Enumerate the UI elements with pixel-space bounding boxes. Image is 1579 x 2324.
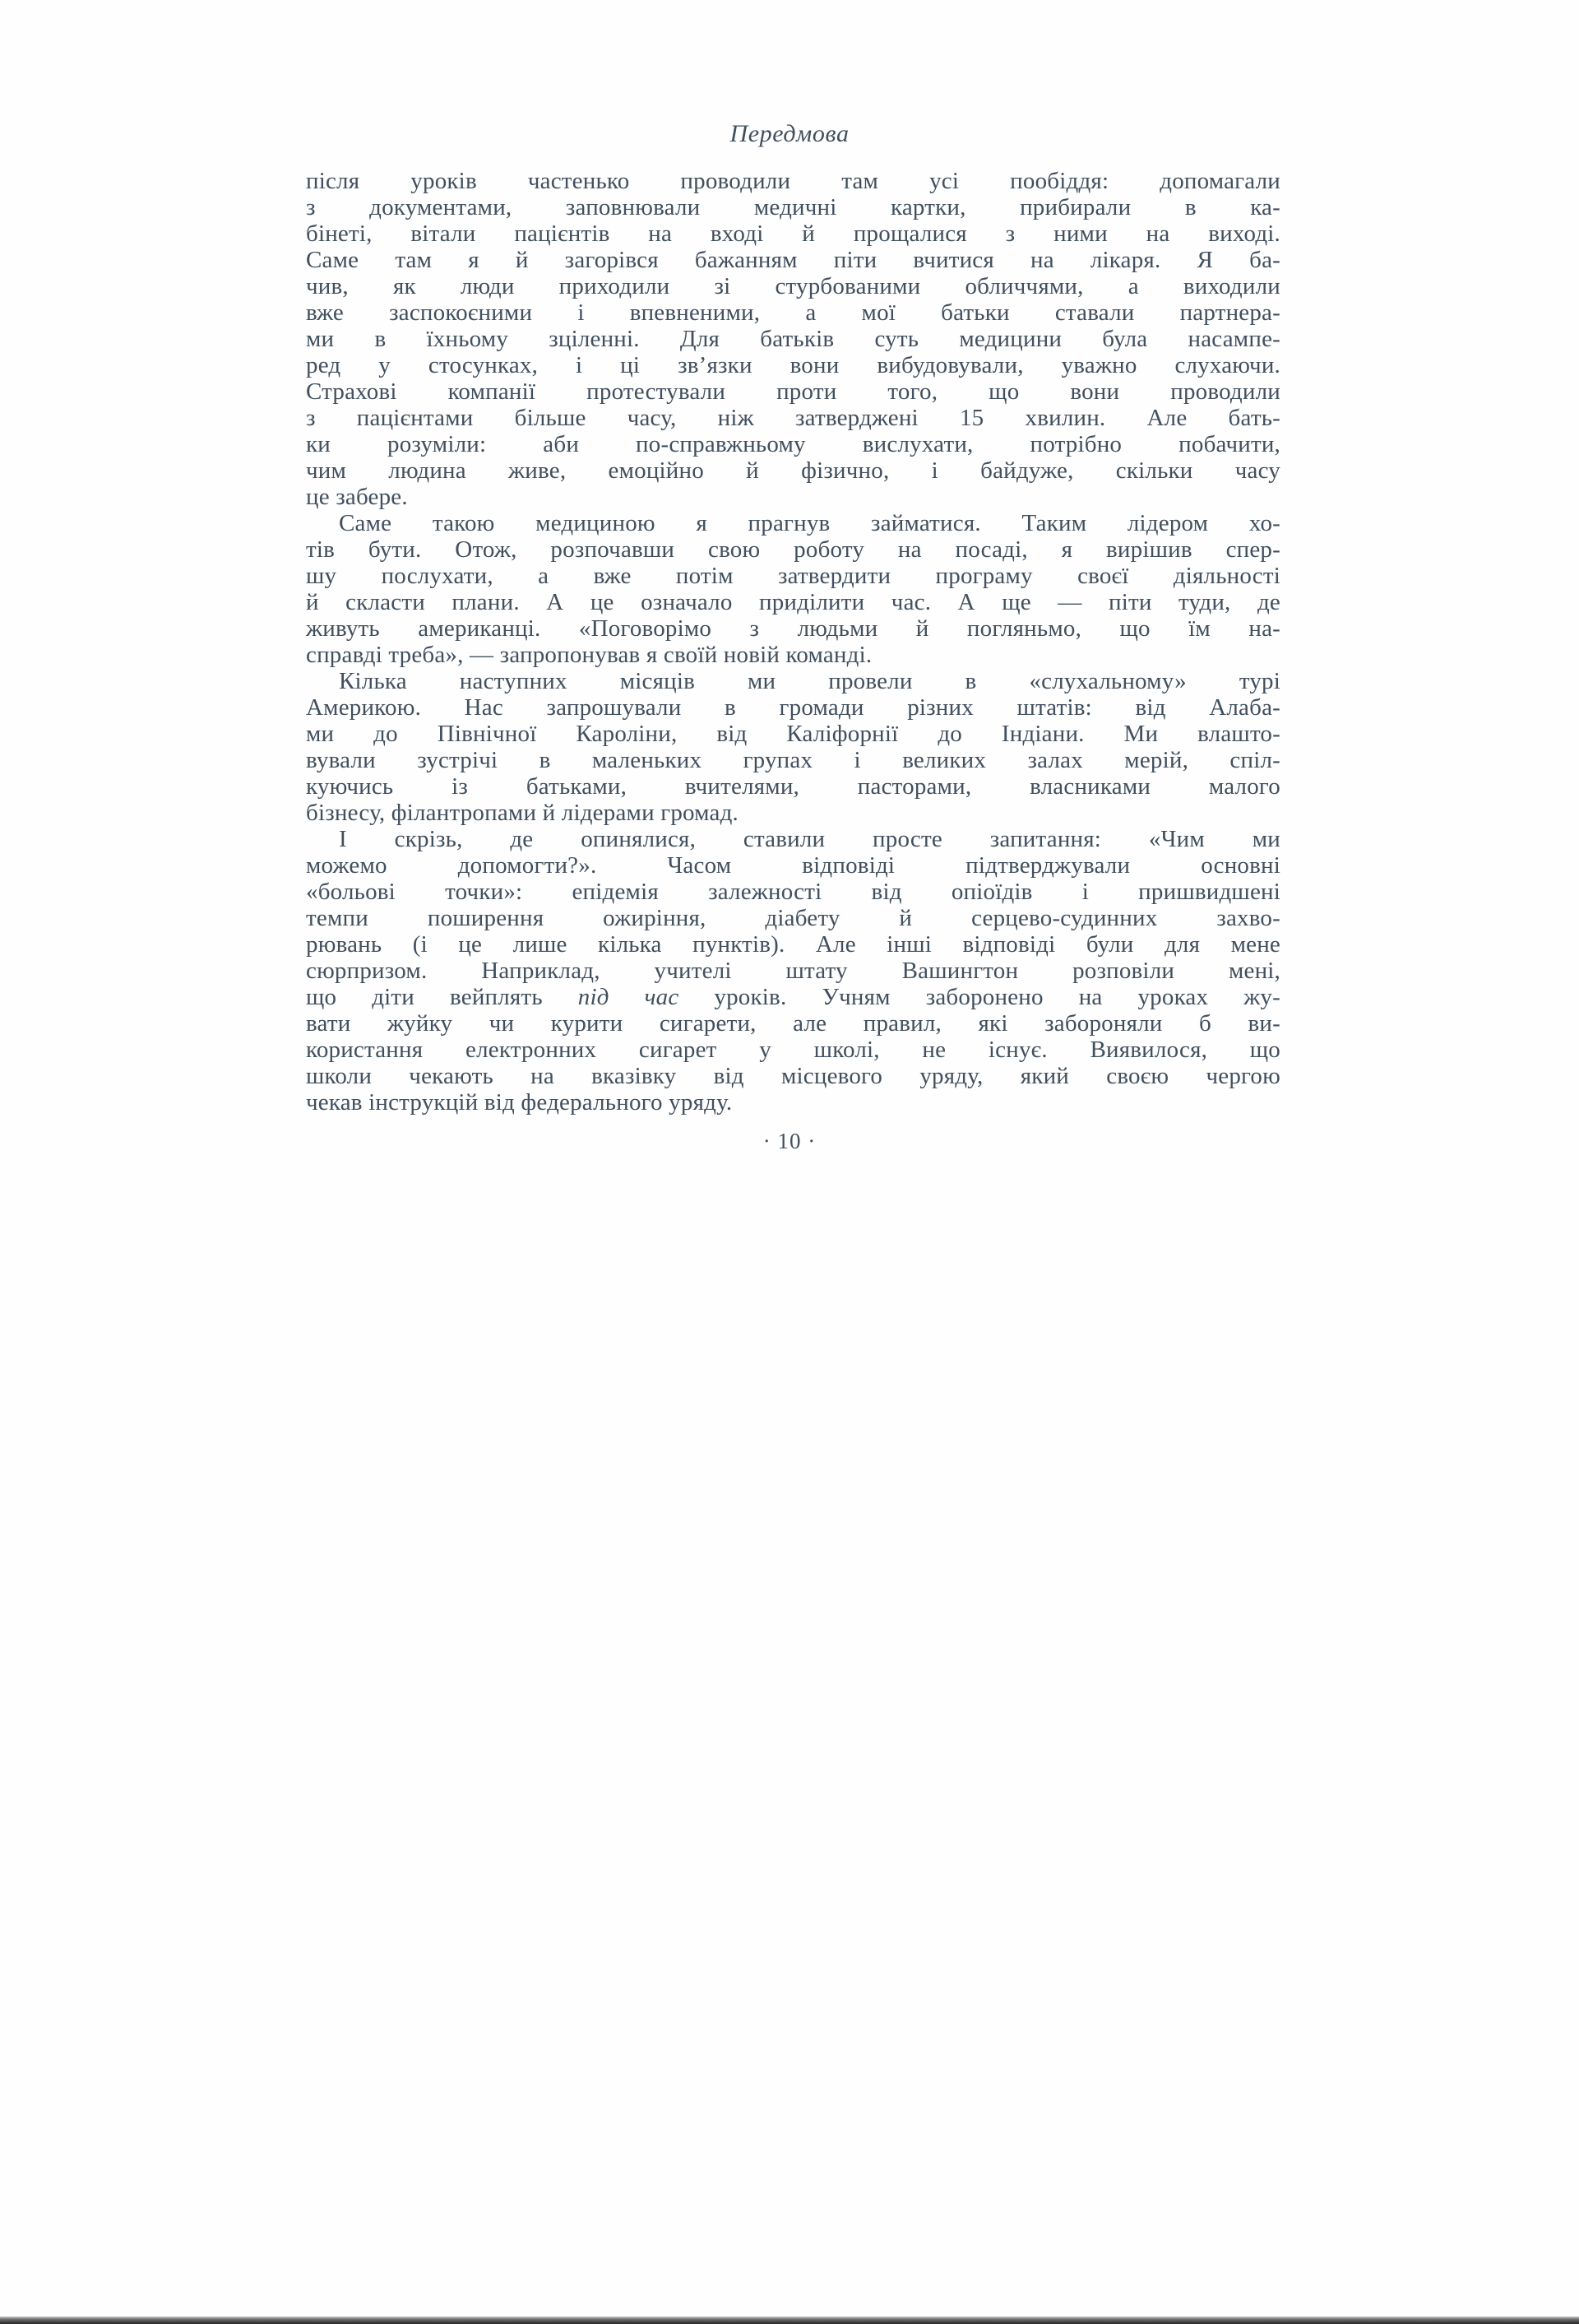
body-text [306, 168, 1280, 1116]
text-line: тів бути. Отож, розпочавши свою роботу на посаді, я вирішив спер- [306, 536, 1280, 563]
text-line: ред у стосунках, і ці зв’язки вони вибудовували, уважно слухаючи. [306, 352, 1280, 378]
text-line: «больові точки»: епідемія залежності від опіоїдів і пришвидшені [306, 879, 1280, 905]
text-line: з пацієнтами більше часу, ніж затверджені 15 хвилин. Але бать- [306, 405, 1280, 431]
text-line: чив, як люди приходили зі стурбованими обличчями, а виходили [306, 273, 1280, 299]
text-line: вували зустрічі в маленьких групах і великих залах мерій, спіл- [306, 747, 1280, 773]
text-line: справді треба», — запропонував я своїй новій команді. [306, 642, 873, 668]
text-line: вже заспокоєними і впевненими, а мої батьки ставали партнера- [306, 299, 1280, 326]
text-line: бізнесу, філантропами й лідерами громад. [306, 800, 739, 826]
text-line: живуть американці. «Поговорімо з людьми й погляньмо, що їм на- [306, 615, 1280, 642]
text-line: можемо допомогти?». Часом відповіді підтверджували основні [306, 852, 1280, 879]
text-line: вати жуйку чи курити сигарети, але правил, які забороняли б ви- [306, 1010, 1280, 1037]
text-line: й скласти плани. А це означало приділити час. А ще — піти туди, де [306, 589, 1280, 615]
text-line: ми в їхньому зціленні. Для батьків суть медицини була насампе- [306, 326, 1280, 352]
text-line: шу послухати, а вже потім затвердити програму своєї діяльності [306, 563, 1280, 589]
text-line: користання електронних сигарет у школі, не існує. Виявилося, що [306, 1037, 1280, 1063]
text-line: після уроків частенько проводили там усі пообіддя: допомагали [306, 168, 1280, 194]
text-line: Кілька наступних місяців ми провели в «слухальному» турі [339, 668, 1280, 694]
text-line: ми до Північної Кароліни, від Каліфорнії до Індіани. Ми влашто- [306, 721, 1280, 747]
text-line: що діти вейплять під час уроків. Учням заборонено на уроках жу- [306, 984, 1280, 1010]
text-line: це забере. [306, 484, 408, 510]
paragraph [306, 168, 1280, 510]
text-line: рювань (і це лише кілька пунктів). Але інші відповіді були для мене [306, 931, 1280, 958]
text-line: Америкою. Нас запрошували в громади різних штатів: від Алаба- [306, 694, 1280, 721]
page-number: · 10 · [762, 1129, 817, 1153]
paragraph [306, 668, 1280, 826]
page-bottom-edge-shadow [0, 2317, 1579, 2324]
text-line: чим людина живе, емоційно й фізично, і байдуже, скільки часу [306, 457, 1280, 484]
chapter-title: Передмова [729, 120, 850, 147]
text-line: темпи поширення ожиріння, діабету й серцево-судинних захво- [306, 905, 1280, 931]
text-line: сюрпризом. Наприклад, учителі штату Вашингтон розповіли мені, [306, 958, 1280, 984]
text-line: Саме там я й загорівся бажанням піти вчитися на лікаря. Я ба- [306, 247, 1280, 273]
text-line: чекав інструкцій від федерального уряду. [306, 1089, 733, 1116]
text-line: ки розуміли: аби по-справжньому вислухати, потрібно побачити, [306, 431, 1280, 457]
paragraph [306, 510, 1280, 668]
text-line: Саме такою медициною я прагнув займатися. Таким лідером хо- [339, 510, 1280, 536]
text-line: Страхові компанії протестували проти того, що вони проводили [306, 378, 1280, 405]
text-line: І скрізь, де опинялися, ставили просте запитання: «Чим ми [339, 826, 1280, 852]
text-line: школи чекають на вказівку від місцевого уряду, який своєю чергою [306, 1063, 1280, 1089]
text-line: з документами, заповнювали медичні картки, прибирали в ка- [306, 194, 1280, 220]
paragraph [306, 826, 1280, 1116]
text-line: куючись із батьками, вчителями, пасторами, власниками малого [306, 773, 1280, 800]
text-line: бінеті, вітали пацієнтів на вході й прощалися з ними на виході. [306, 220, 1280, 247]
